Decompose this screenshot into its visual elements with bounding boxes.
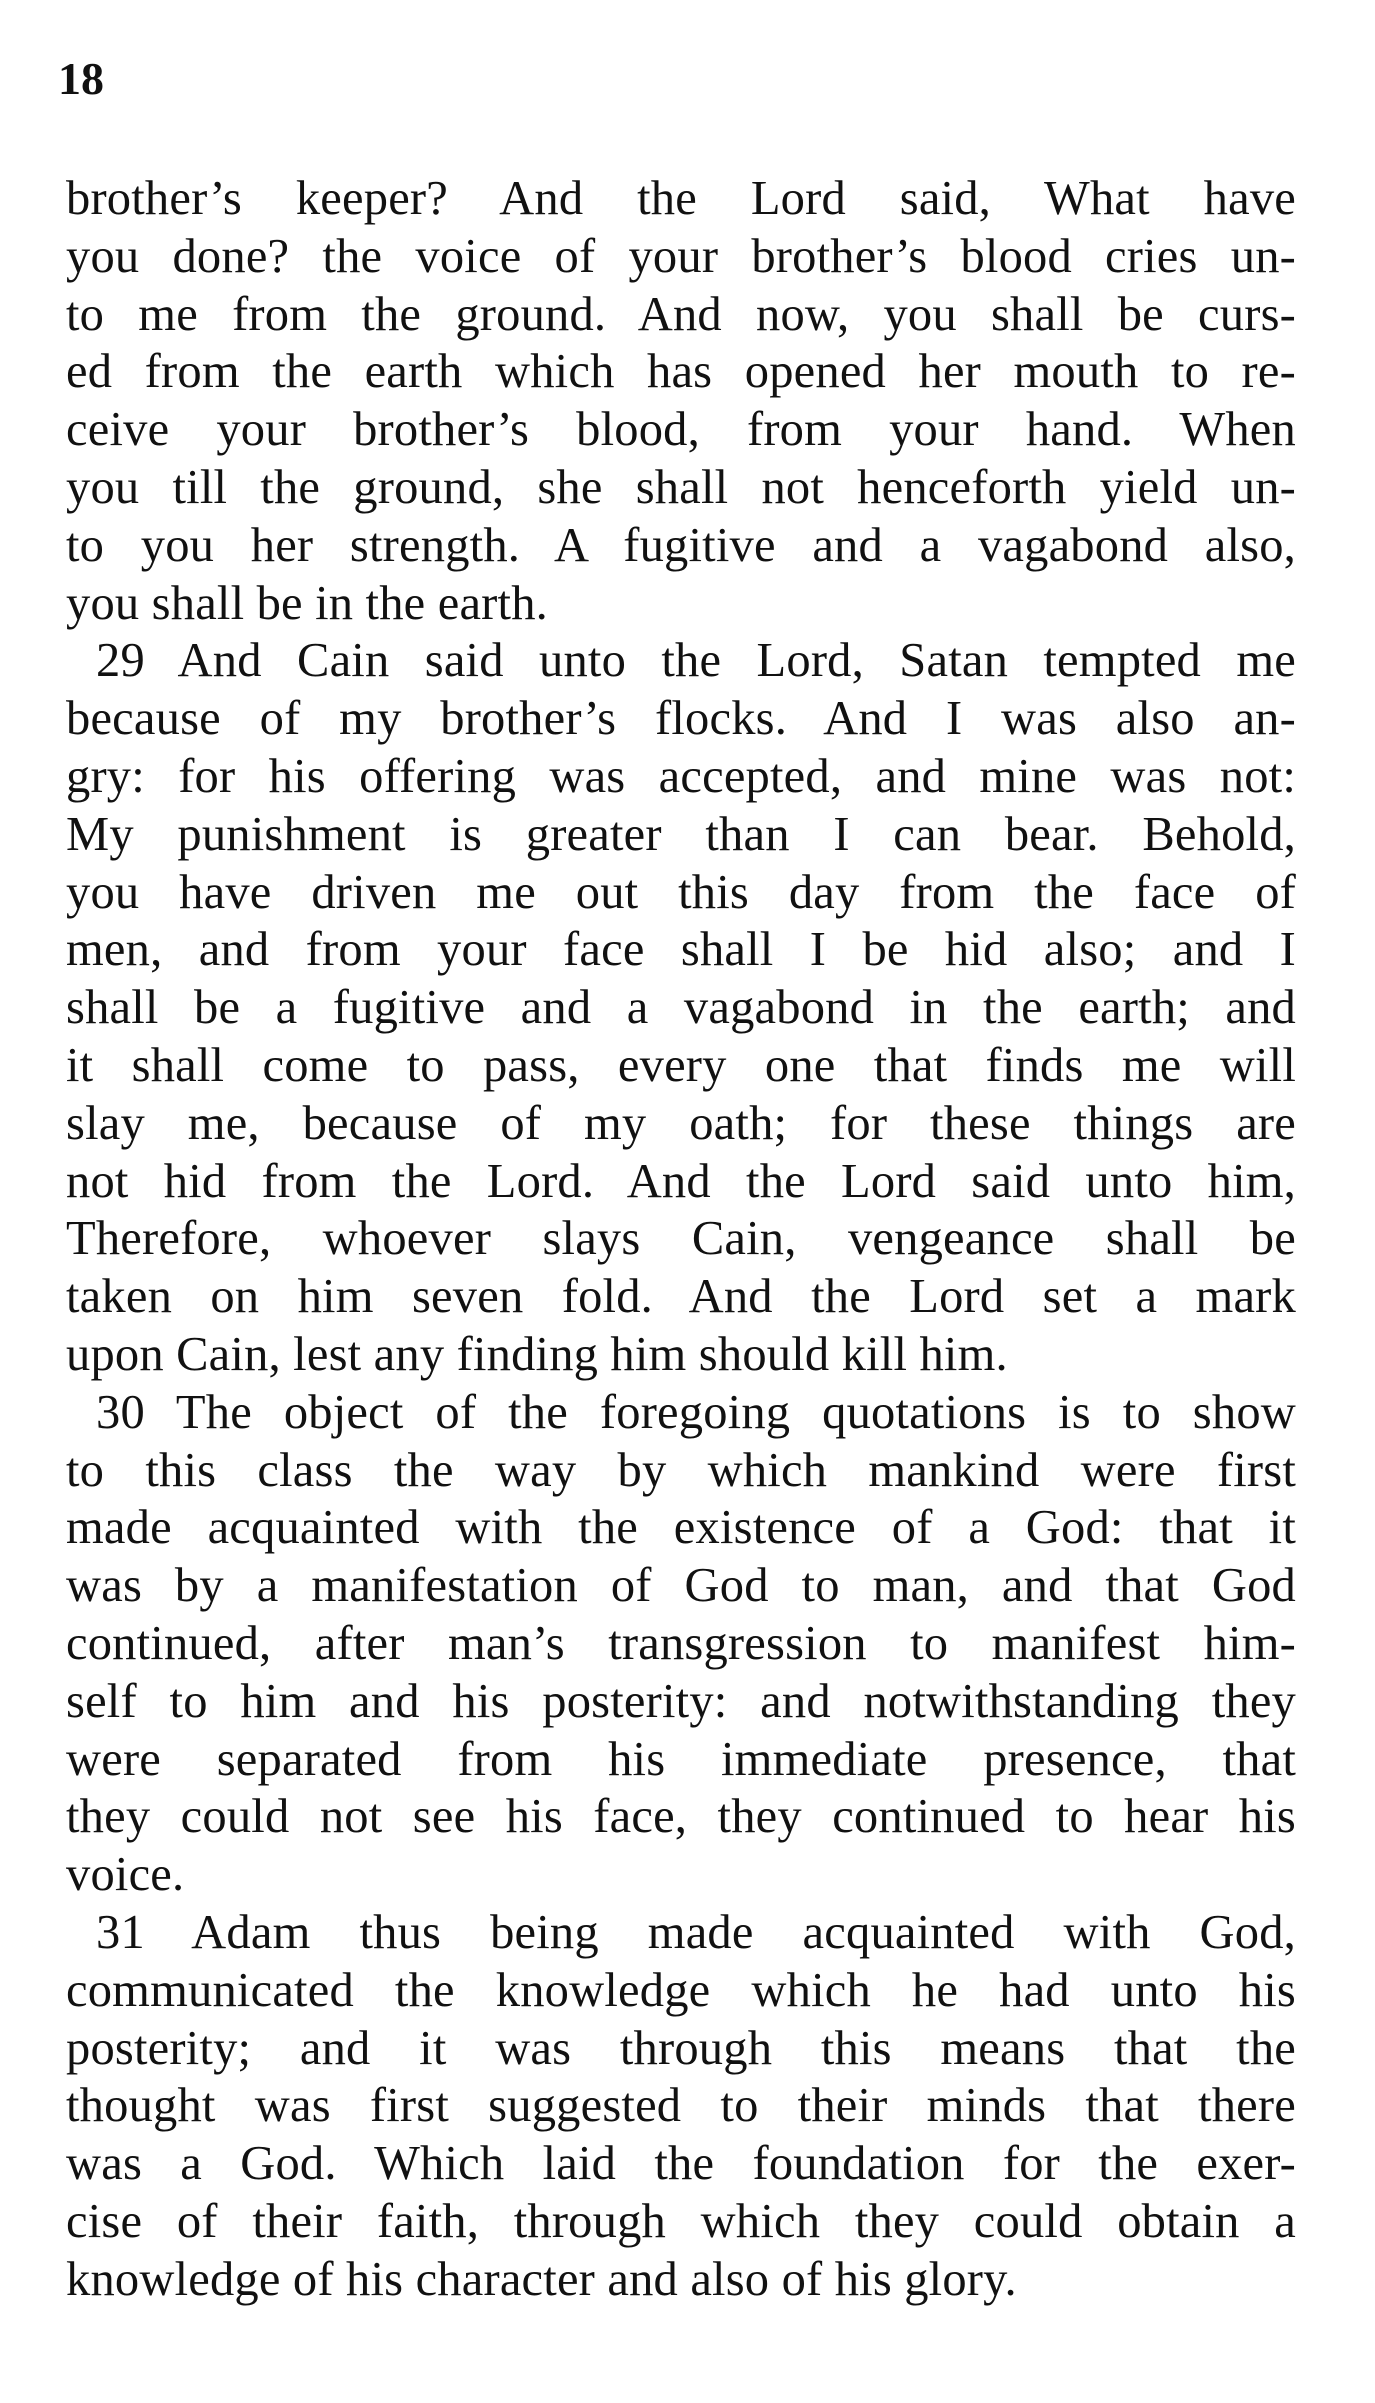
text-line: not hid from the Lord. And the Lord said unto him, (66, 1154, 1296, 1208)
text-line: shall be a fugitive and a vagabond in the earth; and (66, 981, 1296, 1035)
text-line: posterity; and it was through this means that the (66, 2021, 1296, 2075)
text-line: thought was first suggested to their minds that there (66, 2079, 1296, 2133)
text-line: ed from the earth which has opened her mouth to re- (66, 345, 1296, 399)
text-line: continued, after man’s transgression to manifest him- (66, 1616, 1296, 1670)
text-line: ceive your brother’s blood, from your hand. When (66, 403, 1296, 457)
text-line: were separated from his immediate presence, that (66, 1732, 1296, 1786)
text-line: you done? the voice of your brother’s blood cries un- (66, 229, 1296, 283)
text-line: gry: for his offering was accepted, and mine was not: (66, 749, 1296, 803)
body-text (66, 170, 1296, 2308)
text-line: it shall come to pass, every one that finds me will (66, 1038, 1296, 1092)
text-line: to you her strength. A fugitive and a vagabond also, (66, 518, 1296, 572)
text-line: taken on him seven fold. And the Lord set a mark (66, 1270, 1296, 1324)
text-line: brother’s keeper? And the Lord said, What have (66, 172, 1296, 225)
text-line: cise of their faith, through which they could obtain a (66, 2194, 1296, 2248)
text-line: men, and from your face shall I be hid also; and I (66, 923, 1296, 977)
paragraph-start-line: 29 And Cain said unto the Lord, Satan tempted me (96, 634, 1296, 688)
text-line: communicated the knowledge which he had unto his (66, 1963, 1296, 2017)
text-line: voice. (66, 1848, 185, 1902)
text-line: self to him and his posterity: and notwithstanding they (66, 1674, 1296, 1728)
text-line: they could not see his face, they continued to hear his (66, 1790, 1296, 1844)
text-line: was by a manifestation of God to man, and that God (66, 1559, 1296, 1613)
text-line: Therefore, whoever slays Cain, vengeance shall be (66, 1212, 1296, 1266)
paragraph-start-line: 31 Adam thus being made acquainted with God, (96, 1905, 1296, 1959)
text-line: made acquainted with the existence of a God: that it (66, 1501, 1296, 1555)
text-line: to me from the ground. And now, you shall be curs- (66, 287, 1296, 341)
text-line: was a God. Which laid the foundation for the exer- (66, 2137, 1296, 2191)
text-line: you shall be in the earth. (66, 576, 548, 630)
text-line: you till the ground, she shall not henceforth yield un- (66, 460, 1296, 514)
text-line: you have driven me out this day from the face of (66, 865, 1296, 919)
text-line: slay me, because of my oath; for these things are (66, 1096, 1296, 1150)
text-line: to this class the way by which mankind were first (66, 1443, 1296, 1497)
page-number: 18 (58, 53, 104, 104)
text-line: because of my brother’s flocks. And I was also an- (66, 692, 1296, 746)
text-line: upon Cain, lest any finding him should kill him. (66, 1327, 1008, 1381)
text-line: My punishment is greater than I can bear. Behold, (66, 807, 1296, 861)
paragraph-start-line: 30 The object of the foregoing quotations is to show (96, 1385, 1296, 1439)
text-line: knowledge of his character and also of his glory. (66, 2252, 1017, 2306)
